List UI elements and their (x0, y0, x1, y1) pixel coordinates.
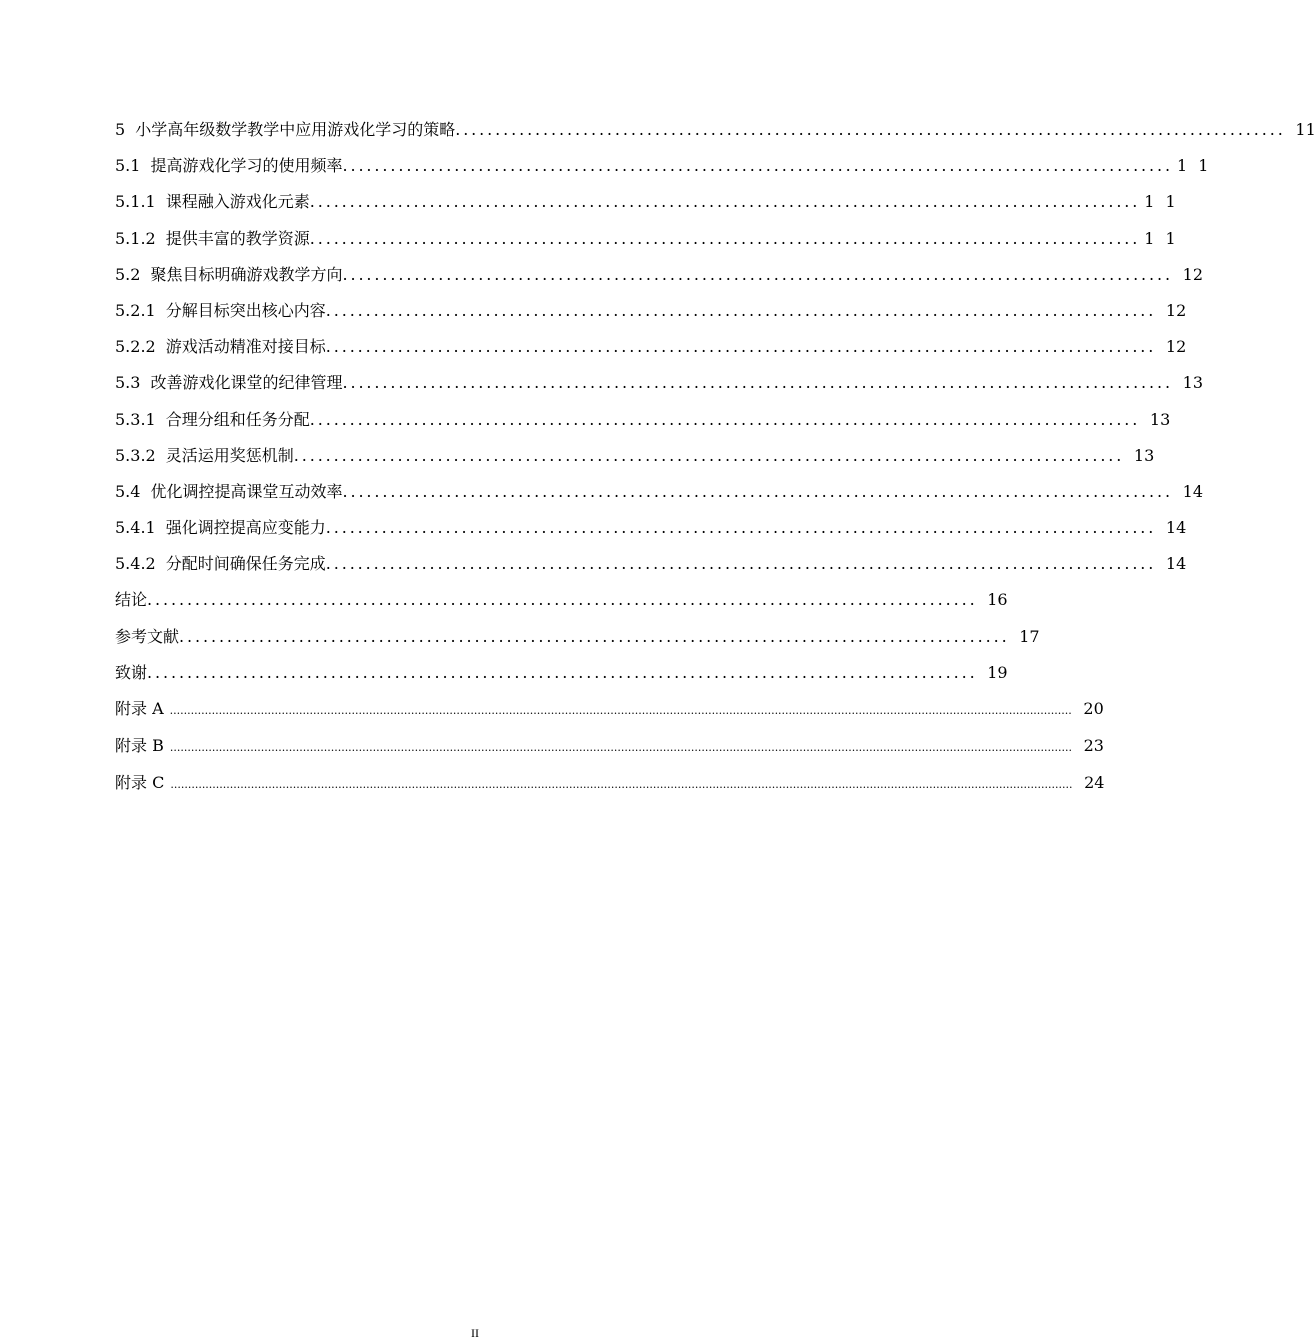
toc-entry[interactable] (115, 408, 1171, 444)
toc-entry-page: 23 (1083, 736, 1104, 755)
toc-entry-page: 14 (1165, 554, 1187, 574)
toc-entry-number: 5.1.2 (115, 228, 156, 248)
toc-dot-leader: ........................................................................................................ (309, 409, 1141, 429)
toc-dot-leader: ........................................................................................................ (147, 662, 978, 682)
table-of-contents (115, 118, 1316, 808)
toc-entry-title: 灵活运用奖惩机制 (165, 445, 294, 465)
toc-entry[interactable] (115, 480, 1204, 516)
toc-entry[interactable] (115, 588, 1008, 624)
toc-entry-title: 分配时间确保任务完成 (165, 554, 326, 574)
toc-entry[interactable] (115, 154, 1212, 190)
toc-dot-leader: ........................................................................................................ (309, 192, 1141, 212)
toc-entry-page: 17 (1019, 626, 1040, 646)
toc-entry-number: 5 (115, 120, 126, 139)
toc-entry[interactable] (115, 552, 1187, 588)
toc-dot-leader: .................................................................................................................................................................................................................................................................. (169, 741, 1072, 754)
toc-entry[interactable] (115, 771, 1105, 808)
toc-dot-leader: ........................................................................................................ (342, 481, 1174, 501)
toc-entry-number: 5.2.1 (115, 300, 156, 320)
toc-entry-number: 5.3.2 (115, 445, 156, 465)
toc-dot-leader: ........................................................................................................ (325, 337, 1157, 357)
toc-entry[interactable] (115, 227, 1179, 263)
toc-entry-page: 19 (987, 662, 1008, 682)
toc-entry[interactable] (115, 335, 1187, 371)
toc-entry-number: 5.4 (115, 481, 141, 501)
toc-entry-title: 提供丰富的教学资源 (165, 228, 310, 248)
toc-entry-page: 1 1 (1144, 228, 1179, 248)
toc-entry-page: 13 (1182, 373, 1204, 393)
toc-entry-title: 课程融入游戏化元素 (165, 192, 310, 212)
toc-dot-leader: .................................................................................................................................................................................................................................................................. (169, 704, 1072, 717)
toc-entry-title: 聚焦目标明确游戏教学方向 (150, 264, 343, 284)
toc-entry[interactable] (115, 118, 1316, 154)
toc-dot-leader: ........................................................................................................ (342, 156, 1174, 176)
toc-entry[interactable] (115, 625, 1040, 661)
toc-entry-title: 附录 C (115, 773, 165, 792)
toc-entry[interactable] (115, 661, 1008, 697)
toc-entry-number: 5.3 (115, 373, 141, 393)
toc-dot-leader: ........................................................................................................ (325, 518, 1157, 538)
toc-entry-title: 附录 A (115, 699, 164, 718)
toc-dot-leader: ........................................................................................................ (309, 228, 1141, 248)
toc-entry-title: 改善游戏化课堂的纪律管理 (150, 373, 343, 393)
toc-entry-page: 11 (1295, 120, 1316, 139)
toc-entry-page: 1 1 (1144, 192, 1179, 212)
toc-entry-title: 游戏活动精准对接目标 (165, 337, 326, 357)
toc-entry-page: 1 1 (1177, 156, 1212, 176)
toc-entry-title: 分解目标突出核心内容 (165, 300, 326, 320)
toc-entry[interactable] (115, 190, 1179, 226)
toc-entry[interactable] (115, 516, 1187, 552)
toc-entry-number: 5.1 (115, 156, 141, 176)
toc-entry[interactable] (115, 734, 1104, 771)
toc-entry-page: 12 (1165, 300, 1187, 320)
toc-dot-leader: ........................................................................................................ (455, 120, 1286, 139)
toc-entry-title: 致谢 (115, 662, 148, 682)
toc-entry-title: 附录 B (115, 736, 164, 755)
toc-entry-number: 5.2 (115, 264, 141, 284)
toc-dot-leader: ........................................................................................................ (293, 445, 1125, 465)
toc-entry-title: 参考文献 (115, 626, 180, 646)
toc-entry[interactable] (115, 263, 1204, 299)
toc-dot-leader: ........................................................................................................ (325, 300, 1157, 320)
toc-entry-title: 提高游戏化学习的使用频率 (150, 156, 343, 176)
toc-entry-page: 24 (1084, 773, 1105, 792)
toc-dot-leader: ........................................................................................................ (342, 264, 1174, 284)
toc-dot-leader: ........................................................................................................ (179, 626, 1010, 646)
toc-entry-page: 20 (1083, 699, 1104, 718)
page-number-footer: II (471, 1326, 479, 1340)
toc-entry-page: 12 (1182, 264, 1204, 284)
toc-entry-title: 小学高年级数学教学中应用游戏化学习的策略 (135, 120, 456, 139)
toc-entry-number: 5.4.2 (115, 554, 156, 574)
toc-entry-page: 12 (1165, 337, 1187, 357)
toc-entry-title: 结论 (115, 590, 148, 610)
toc-entry-page: 14 (1182, 481, 1204, 501)
toc-entry-title: 优化调控提高课堂互动效率 (150, 481, 343, 501)
toc-entry[interactable] (115, 444, 1155, 480)
toc-entry-page: 13 (1149, 409, 1171, 429)
toc-entry-title: 合理分组和任务分配 (165, 409, 310, 429)
toc-entry-title: 强化调控提高应变能力 (165, 518, 326, 538)
toc-entry-number: 5.4.1 (115, 518, 156, 538)
toc-dot-leader: ........................................................................................................ (342, 373, 1174, 393)
toc-entry-page: 14 (1165, 518, 1187, 538)
toc-dot-leader: .................................................................................................................................................................................................................................................................. (170, 778, 1073, 791)
toc-entry-number: 5.2.2 (115, 337, 156, 357)
toc-entry-page: 13 (1133, 445, 1155, 465)
toc-entry[interactable] (115, 697, 1104, 734)
toc-entry[interactable] (115, 299, 1187, 335)
toc-entry[interactable] (115, 371, 1204, 407)
toc-entry-page: 16 (987, 590, 1008, 610)
toc-dot-leader: ........................................................................................................ (325, 554, 1157, 574)
toc-dot-leader: ........................................................................................................ (147, 590, 978, 610)
toc-entry-number: 5.1.1 (115, 192, 156, 212)
toc-entry-number: 5.3.1 (115, 409, 156, 429)
